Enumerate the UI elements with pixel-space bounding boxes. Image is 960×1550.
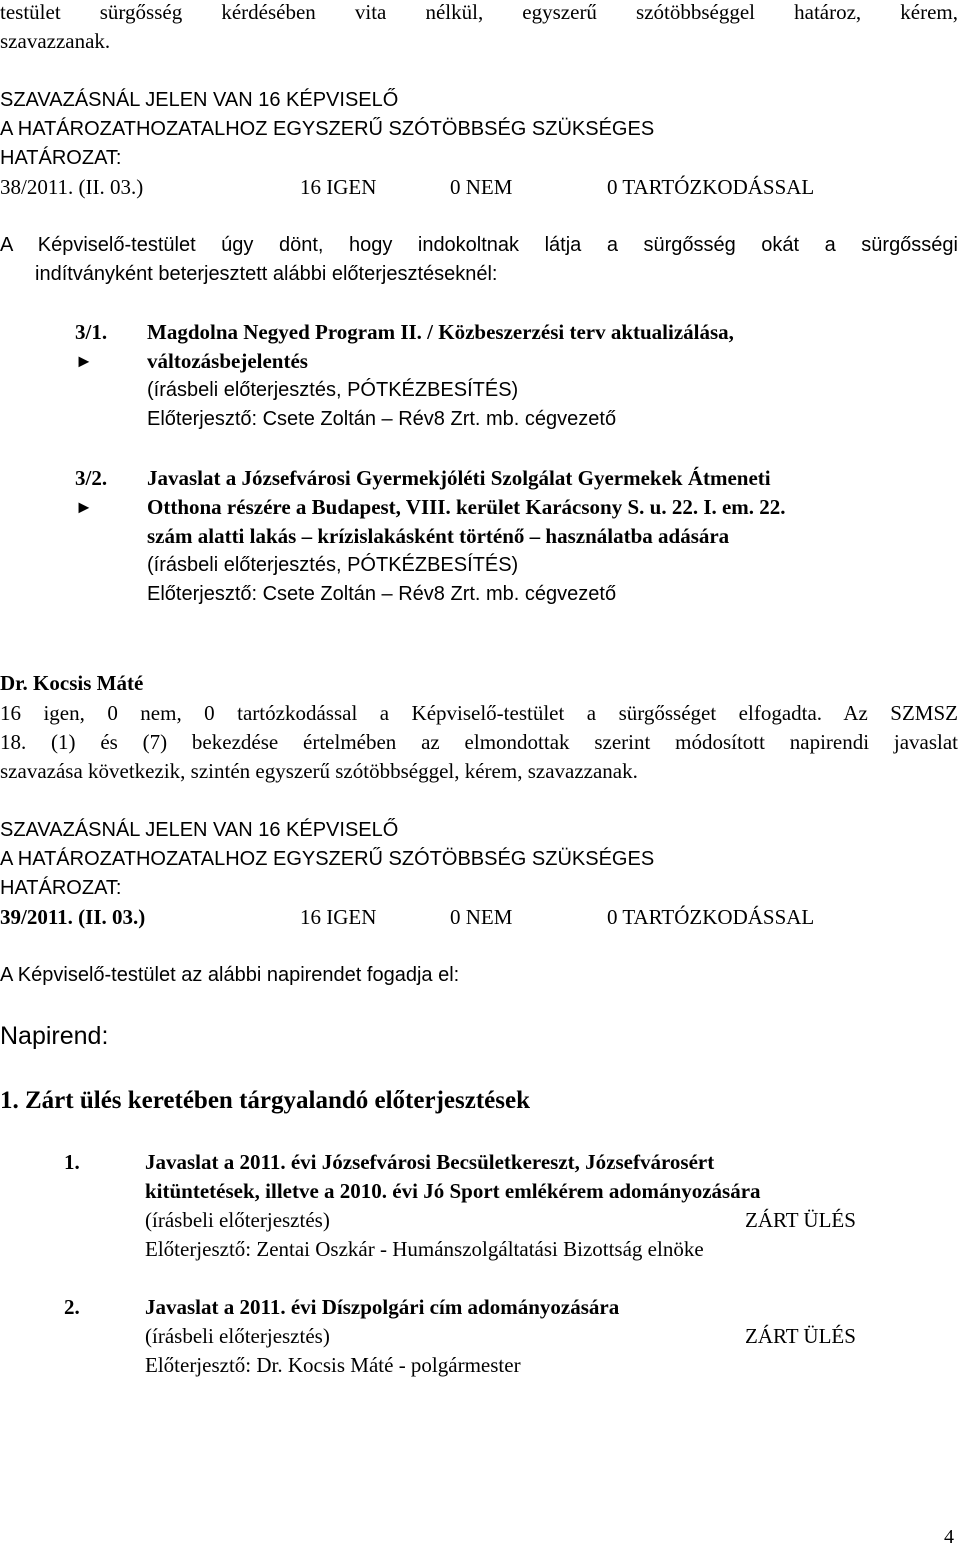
item-3-1-kind: (írásbeli előterjesztés, PÓTKÉZBESÍTÉS)	[147, 379, 519, 401]
vote2-abstain: 0 TARTÓZKODÁSSAL	[607, 905, 815, 929]
item-3-2-number: 3/2.	[75, 466, 108, 490]
speaker-name: Dr. Kocsis Máté	[0, 671, 144, 695]
agenda-item-2-number: 2.	[64, 1295, 80, 1319]
item-3-1-title-line-2: változásbejelentés	[147, 349, 308, 373]
agenda-heading: Napirend:	[0, 1022, 109, 1050]
speech-line-1: 16 igen, 0 nem, 0 tartózkodással a Képviselő-testület a sürgősséget elfogadta. Az SZMSZ	[0, 701, 958, 725]
item-3-1-presenter: Előterjesztő: Csete Zoltán – Rév8 Zrt. mb. cégvezető	[147, 408, 617, 430]
arrow-icon: ►	[75, 497, 93, 517]
agenda-item-2-presenter: Előterjesztő: Dr. Kocsis Máté - polgármester	[145, 1353, 521, 1377]
agenda-item-1-title-line-1: Javaslat a 2011. évi Józsefvárosi Becsületkereszt, Józsefvárosért	[145, 1150, 715, 1174]
speech-line-2: 18. (1) és (7) bekezdése értelmében az elmondottak szerint módosított napirendi javaslat	[0, 730, 958, 754]
intro-line-1: testület sürgősség kérdésében vita nélkül, egyszerű szótöbbséggel határoz, kérem,	[0, 0, 958, 24]
vote2-decision: A Képviselő-testület az alábbi napirendet fogadja el:	[0, 964, 460, 986]
vote1-no: 0 NEM	[450, 175, 513, 199]
agenda-item-2-closed: ZÁRT ÜLÉS	[745, 1324, 856, 1348]
vote2-label: HATÁROZAT:	[0, 877, 122, 899]
vote1-present: SZAVAZÁSNÁL JELEN VAN 16 KÉPVISELŐ	[0, 89, 399, 111]
vote2-present: SZAVAZÁSNÁL JELEN VAN 16 KÉPVISELŐ	[0, 819, 399, 841]
agenda-item-1-title-line-2: kitüntetések, illetve a 2010. évi Jó Sport emlékérem adományozására	[145, 1179, 761, 1203]
arrow-icon: ►	[75, 351, 93, 371]
vote1-label: HATÁROZAT:	[0, 147, 122, 169]
vote1-yes: 16 IGEN	[300, 175, 377, 199]
agenda-section-title: 1. Zárt ülés keretében tárgyalandó előterjesztések	[0, 1087, 530, 1114]
agenda-item-1-presenter: Előterjesztő: Zentai Oszkár - Humánszolgáltatási Bizottság elnöke	[145, 1237, 704, 1261]
vote2-yes: 16 IGEN	[300, 905, 377, 929]
agenda-item-1-closed: ZÁRT ÜLÉS	[745, 1208, 856, 1232]
agenda-item-1-kind: (írásbeli előterjesztés)	[145, 1208, 330, 1232]
agenda-item-1-number: 1.	[64, 1150, 80, 1174]
vote1-abstain: 0 TARTÓZKODÁSSAL	[607, 175, 815, 199]
vote2-number: 39/2011. (II. 03.)	[0, 905, 146, 929]
item-3-1-number: 3/1.	[75, 320, 108, 344]
vote2-no: 0 NEM	[450, 905, 513, 929]
item-3-2-presenter: Előterjesztő: Csete Zoltán – Rév8 Zrt. mb. cégvezető	[147, 583, 617, 605]
item-3-2-title-line-2: Otthona részére a Budapest, VIII. kerület Karácsony S. u. 22. I. em. 22.	[147, 495, 786, 519]
vote2-majority: A HATÁROZATHOZATALHOZ EGYSZERŰ SZÓTÖBBSÉG SZÜKSÉGES	[0, 848, 655, 870]
vote1-number: 38/2011. (II. 03.)	[0, 175, 144, 199]
item-3-2-kind: (írásbeli előterjesztés, PÓTKÉZBESÍTÉS)	[147, 554, 519, 576]
item-3-2-title-line-1: Javaslat a Józsefvárosi Gyermekjóléti Szolgálat Gyermekek Átmeneti	[147, 466, 771, 490]
item-3-2-title-line-3: szám alatti lakás – krízislakásként történő – használatba adására	[147, 524, 730, 548]
agenda-item-2-title-line-1: Javaslat a 2011. évi Díszpolgári cím adományozására	[145, 1295, 620, 1319]
vote1-decision-line-2: indítványként beterjesztett alábbi előterjesztéseknél:	[35, 263, 498, 285]
speech-line-3: szavazása következik, szintén egyszerű szótöbbséggel, kérem, szavazzanak.	[0, 759, 638, 783]
item-3-1-title-line-1: Magdolna Negyed Program II. / Közbeszerzési terv aktualizálása,	[147, 320, 734, 344]
agenda-item-2-kind: (írásbeli előterjesztés)	[145, 1324, 330, 1348]
page-number: 4	[944, 1526, 954, 1548]
vote1-decision-line-1: A Képviselő-testület úgy dönt, hogy indokoltnak látja a sürgősség okát a sürgősségi	[0, 234, 958, 256]
vote1-majority: A HATÁROZATHOZATALHOZ EGYSZERŰ SZÓTÖBBSÉG SZÜKSÉGES	[0, 118, 655, 140]
intro-line-2: szavazzanak.	[0, 29, 111, 53]
